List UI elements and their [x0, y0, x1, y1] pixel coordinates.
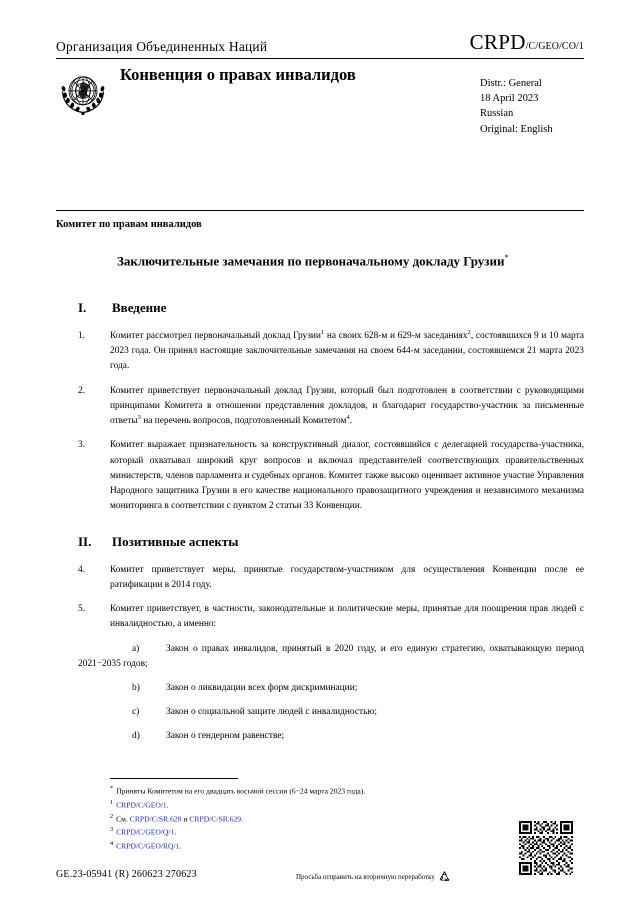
distribution-date: 18 April 2023 — [480, 93, 539, 105]
list-item — [78, 642, 584, 672]
paragraph-4 — [78, 563, 584, 593]
footnote-marker: 3 — [110, 826, 114, 834]
committee-name: Комитет по правам инвалидов — [56, 219, 202, 230]
footnote-conjunction: и — [181, 814, 190, 824]
paragraph-text-cont: на перечень вопросов, подготовленный Комитетом — [140, 416, 347, 427]
footnote-separator — [110, 778, 238, 779]
paragraph-number: 2. — [78, 385, 86, 396]
footnote-tail: . — [174, 828, 177, 838]
list-item-label: a) — [132, 643, 140, 654]
footnote-text: Приняты Комитетом на его двадцать восьмой сессии (6−24 марта 2023 года). — [116, 786, 366, 796]
list-item-text: Закон о гендерном равенстве; — [166, 731, 285, 742]
footnote-3 — [110, 825, 530, 839]
paragraph-number: 1. — [78, 331, 86, 341]
footnote-ref-3[interactable]: 3 — [137, 414, 141, 422]
footnote-link-secondary[interactable]: CRPD/C/SR.629 — [189, 814, 242, 824]
paragraph-text: Комитет рассмотрел первоначальный доклад Грузии — [110, 331, 321, 341]
section-numeral: II. — [78, 533, 92, 549]
list-item-label: b) — [132, 682, 140, 693]
document-symbol — [470, 30, 584, 55]
footnote-marker: 2 — [110, 812, 114, 820]
paragraph-3 — [78, 438, 584, 514]
page-title-footnote-marker: * — [504, 253, 509, 262]
lettered-list — [78, 642, 584, 745]
section-title: Позитивные аспекты — [112, 533, 239, 549]
footnote-link[interactable]: CRPD/C/GEO/Q/1 — [116, 828, 175, 838]
paragraph-text: Комитет приветствует первоначальный доклад Грузии, который был подготовлен в соответствии с руководящими принципами Комитета в отношении представления докладов, и благодарит государство-участник за письменные ответы — [110, 385, 584, 427]
document-code: GE.23-05941 (R) 260623 270623 — [56, 869, 197, 880]
footnote-tail: . — [179, 841, 182, 851]
convention-title: Конвенция о правах инвалидов — [120, 65, 356, 84]
list-item-text: Закон о ликвидации всех форм дискриминации; — [166, 682, 358, 693]
footnotes — [110, 784, 530, 853]
paragraph-text: Комитет приветствует, в частности, законодательные и политические меры, принятые для поощрения прав людей с инвалидностью, а именно: — [110, 604, 584, 630]
section-title: Введение — [112, 300, 167, 315]
paragraph-text: Комитет выражает признательность за конструктивный диалог, состоявшийся с делегацией государства-участника, который охватывал широкий круг вопросов и включал представителей соответствующих правительственных министерств, членов парламента и судебных органов. Комитет также высоко оценивает активное участие Управления Народного защитника Грузии в его качестве национального правозащитного учреждения и независимого механизма мониторинга в соответствии с пунктом 2 статьи 33 Конвенции. — [110, 440, 584, 512]
paragraph-2 — [78, 384, 584, 430]
footnote-asterisk — [110, 784, 530, 798]
footnote-ref-1[interactable]: 1 — [320, 328, 325, 336]
list-item-text: Закон о правах инвалидов, принятый в 2020 году, и его единую стратегию, охватывающую период 2021−2035 годов; — [78, 643, 584, 669]
paragraph-1 — [78, 329, 584, 375]
section-numeral: I. — [78, 300, 87, 315]
document-body — [78, 300, 584, 754]
organization-name: Организация Объединенных Наций — [56, 39, 268, 54]
paragraph-number: 3. — [78, 440, 86, 451]
section-heading-positive-aspects — [78, 534, 584, 550]
symbol-suffix: /C/GEO/CO/1 — [525, 41, 584, 52]
list-item — [78, 681, 584, 696]
un-emblem-icon — [56, 66, 110, 120]
footnote-tail: . — [166, 800, 169, 810]
masthead-row — [56, 30, 584, 58]
list-item-label: d) — [132, 731, 140, 742]
distribution-block — [480, 76, 553, 137]
paragraph-text-end: . — [349, 416, 353, 427]
footnote-link[interactable]: CRPD/C/GEO/1 — [116, 800, 167, 810]
footnote-marker: 4 — [110, 840, 114, 848]
footnote-marker: * — [110, 785, 114, 792]
footnote-link[interactable]: CRPD/C/SR.628 — [129, 814, 182, 824]
committee-divider — [56, 210, 584, 211]
footnote-ref-4[interactable]: 4 — [346, 414, 350, 422]
convention-title-block — [56, 64, 584, 135]
paragraph-number: 5. — [78, 604, 86, 615]
footnote-ref-2[interactable]: 2 — [467, 328, 471, 336]
paragraph-text-cont: на своих 628-м и 629-м заседаниях — [324, 331, 468, 341]
footnote-1 — [110, 798, 530, 812]
symbol-main: CRPD — [469, 30, 526, 54]
distribution-language: Russian — [480, 108, 514, 120]
paragraph-text: Комитет приветствует меры, принятые государством-участником для осуществления Конвенции после ее ратификации в 2014 году. — [110, 564, 584, 590]
list-item-text: Закон о социальной защите людей с инвалидностью; — [166, 707, 377, 718]
list-item — [78, 729, 584, 744]
masthead-divider — [56, 58, 584, 59]
list-item-label: c) — [132, 707, 140, 718]
recycle-notice — [296, 870, 451, 883]
footnote-2 — [110, 812, 530, 826]
paragraph-text-end: , состоявшихся 9 и 10 марта 2023 года. Он принял настоящие заключительные замечания на своем 644-м заседании, состоявшемся 21 марта 2023 года. — [110, 331, 584, 372]
distribution-original: Original: English — [480, 123, 553, 135]
masthead — [56, 30, 584, 59]
recycle-icon — [438, 870, 451, 883]
footnote-text: См. — [116, 814, 130, 824]
section-heading-introduction — [78, 300, 584, 316]
page-title-text: Заключительные замечания по первоначальному докладу Грузии — [117, 253, 505, 269]
footnote-4 — [110, 839, 530, 853]
qr-code-icon — [519, 821, 573, 875]
footnote-tail: . — [241, 814, 243, 824]
page-title — [117, 252, 517, 270]
recycle-text: Просьба отправить на вторичную переработку — [296, 872, 435, 881]
distribution-type: Distr.: General — [480, 78, 542, 89]
footnote-marker: 1 — [110, 798, 114, 806]
paragraph-number: 4. — [78, 564, 86, 575]
paragraph-5 — [78, 602, 584, 632]
list-item — [78, 705, 584, 720]
footnote-link[interactable]: CRPD/C/GEO/RQ/1 — [116, 841, 180, 851]
